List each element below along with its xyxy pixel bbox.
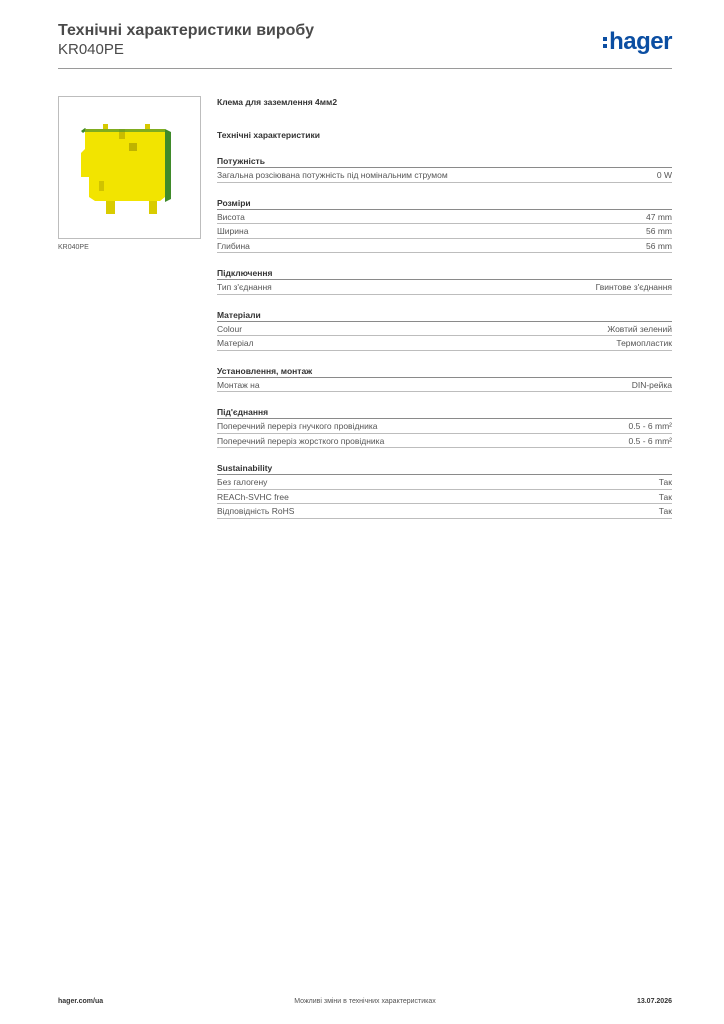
specs-heading: Технічні характеристики [217,130,320,140]
spec-label: Поперечний переріз жорсткого провідника [217,435,385,446]
logo-text: hager [609,28,672,55]
page-header [58,22,672,69]
spec-label: Загальна розсіювана потужність під номінальним струмом [217,170,448,180]
terminal-block-icon [59,97,200,238]
spec-label: Тип з'єднання [217,282,272,292]
spec-row [217,336,672,351]
product-image [58,96,201,239]
spec-row [217,475,672,490]
spec-label: Матеріал [217,338,254,348]
document-title: Технічні характеристики виробу [58,22,314,39]
page-footer [58,998,672,1012]
spec-label: Colour [217,323,243,334]
spec-value: 56 mm [646,240,672,251]
spec-value: Жовтий зелений [607,323,672,334]
spec-value: 0.5 - 6 mm² [628,421,672,431]
footer-date: 13.07.2026 [636,998,672,1005]
spec-label: Поперечний переріз гнучкого провідника [217,421,378,431]
spec-group-materials [217,309,672,351]
spec-value: DIN-рейка [631,379,672,390]
spec-row [217,378,672,393]
group-title: Установлення, монтаж [217,365,672,378]
hager-logo [603,29,672,55]
spec-label: Відповідність RoHS [217,506,295,516]
spec-row [217,224,672,239]
spec-row [217,504,672,519]
spec-label: Монтаж на [217,379,260,390]
spec-value: Термопластик [616,338,672,348]
spec-group-connection [217,267,672,295]
spec-row [217,280,672,295]
group-title: Під'єднання [217,406,672,419]
spec-label: Без галогену [217,477,268,487]
spec-value: Так [658,506,672,516]
spec-row [217,239,672,254]
spec-row [217,210,672,225]
spec-value: 56 mm [646,226,672,236]
footer-note: Можливі зміни в технічних характеристиках [294,998,436,1005]
spec-label: Висота [217,211,245,222]
spec-value: 0.5 - 6 mm² [628,435,672,446]
group-title: Розміри [217,197,672,210]
spec-group-wiring [217,406,672,448]
spec-group-mounting [217,365,672,393]
spec-value: Гвинтове з'єднання [595,282,672,292]
spec-group-dimensions [217,197,672,254]
spec-row [217,322,672,337]
spec-value: 0 W [656,170,672,180]
spec-row [217,434,672,449]
spec-label: REACh-SVHC free [217,491,289,502]
product-name: Клема для заземлення 4мм2 [217,97,338,107]
spec-row [217,168,672,183]
group-title: Потужність [217,155,672,168]
spec-label: Глибина [217,240,250,251]
spec-value: Так [658,477,672,487]
footer-site-link[interactable]: hager.com/ua [58,998,104,1005]
spec-row [217,419,672,434]
spec-row [217,490,672,505]
group-title: Sustainability [217,462,672,475]
spec-value: Так [658,491,672,502]
spec-group-power [217,155,672,183]
spec-label: Ширина [217,226,249,236]
spec-value: 47 mm [646,211,672,222]
product-code: KR040PE [58,41,124,58]
specifications [217,96,672,519]
group-title: Підключення [217,267,672,280]
image-caption: KR040PE [58,244,89,251]
spec-group-sustainability [217,462,672,519]
logo-mark-icon [603,37,607,48]
group-title: Матеріали [217,309,672,322]
